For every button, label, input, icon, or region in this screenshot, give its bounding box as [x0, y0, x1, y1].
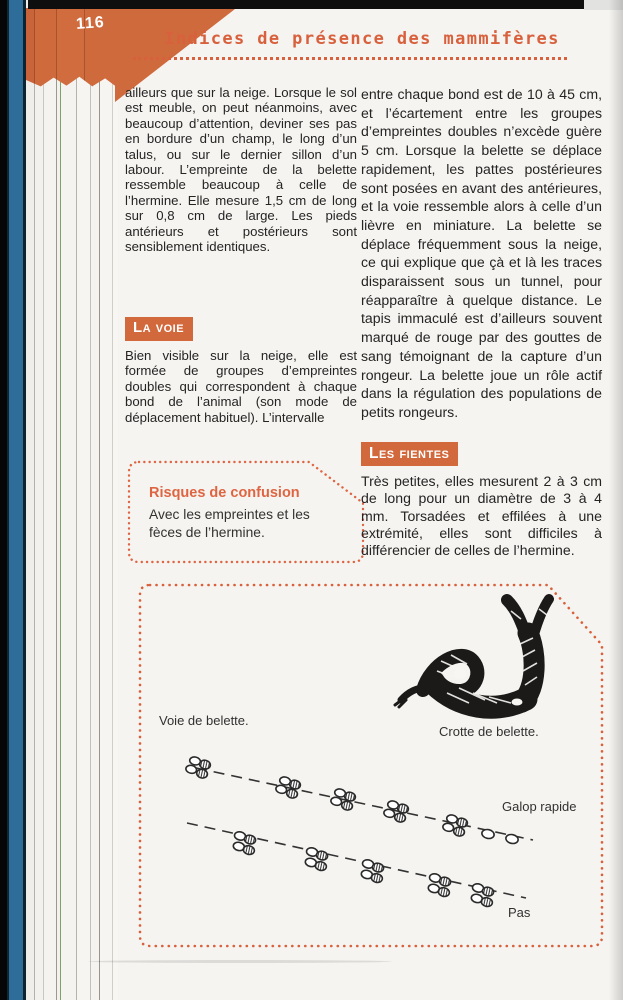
figure-box: [136, 583, 606, 952]
section-heading-fientes: Les fientes: [361, 442, 458, 466]
label-crotte-de-belette: Crotte de belette.: [439, 724, 539, 739]
label-voie-de-belette: Voie de belette.: [159, 713, 249, 728]
scat-illustration: [389, 589, 554, 727]
tracks-illustration: [136, 748, 606, 948]
confusion-heading: Risques de confusion: [149, 485, 300, 501]
section-heading-voie: La voie: [125, 317, 193, 341]
page-bottom-shadow: [88, 960, 392, 963]
title-dotted-underline: [133, 43, 567, 60]
intro-paragraph: ailleurs que sur la neige. Lorsque le sol est meuble, on peut néanmoins, avec beaucoup d’attention, deviner ses pas en bordure d’un champ, le long d’un talus, ou sur le dernier sillon d’un labour. L’empreinte de la belette ressemble beaucoup à celle de l’hermine. Elle mesure 1,5 cm de long sur 0,8 cm de large. Les pieds antérieurs et postérieurs sont sensiblement identiques.: [125, 85, 357, 255]
page-number: 116: [75, 14, 106, 33]
label-galop-rapide: Galop rapide: [502, 799, 577, 814]
book-top-edge: [28, 0, 584, 9]
label-pas: Pas: [508, 905, 531, 920]
confusion-box: [127, 460, 365, 564]
voie-continued-paragraph: entre chaque bond est de 10 à 45 cm, et l’écartement entre les groupes d’empreintes doubles n’excède guère 5 cm. Lorsque la belette se déplace rapidement, les pattes postérieures sont posées en avant des antérieures, et la voie ressemble alors à celle d’un lièvre en miniature. La belette se déplace fréquemment sous la neige, ce qui explique que çà et là les traces disparaissent sous un tunnel, pour réapparaître à quelque distance. Le tapis immaculé est d’ailleurs souvent marqué de rouge par des gouttes de sang témoignant de la capture d’un rongeur. La belette joue un rôle actif dans la régulation des populations de petits rongeurs.: [361, 86, 602, 420]
page-title: Indices de présence des mammifères: [164, 29, 560, 49]
fientes-paragraph: Très petites, elles mesurent 2 à 3 cm de long pour un diamètre de 3 à 4 mm. Torsadées et effilées à une extrémité, elles sont difficiles à différencier de celles de l’hermine.: [361, 473, 602, 559]
voie-paragraph: Bien visible sur la neige, elle est formée de groupes d’empreintes doubles qui correspondent à chaque bond de l’animal (son mode de déplacement habituel). L’intervalle: [125, 348, 357, 425]
book-page-edges: [0, 0, 118, 1000]
confusion-body: Avec les empreintes et les fèces de l’hermine.: [149, 507, 310, 540]
photo-right-shade: [609, 0, 623, 1000]
